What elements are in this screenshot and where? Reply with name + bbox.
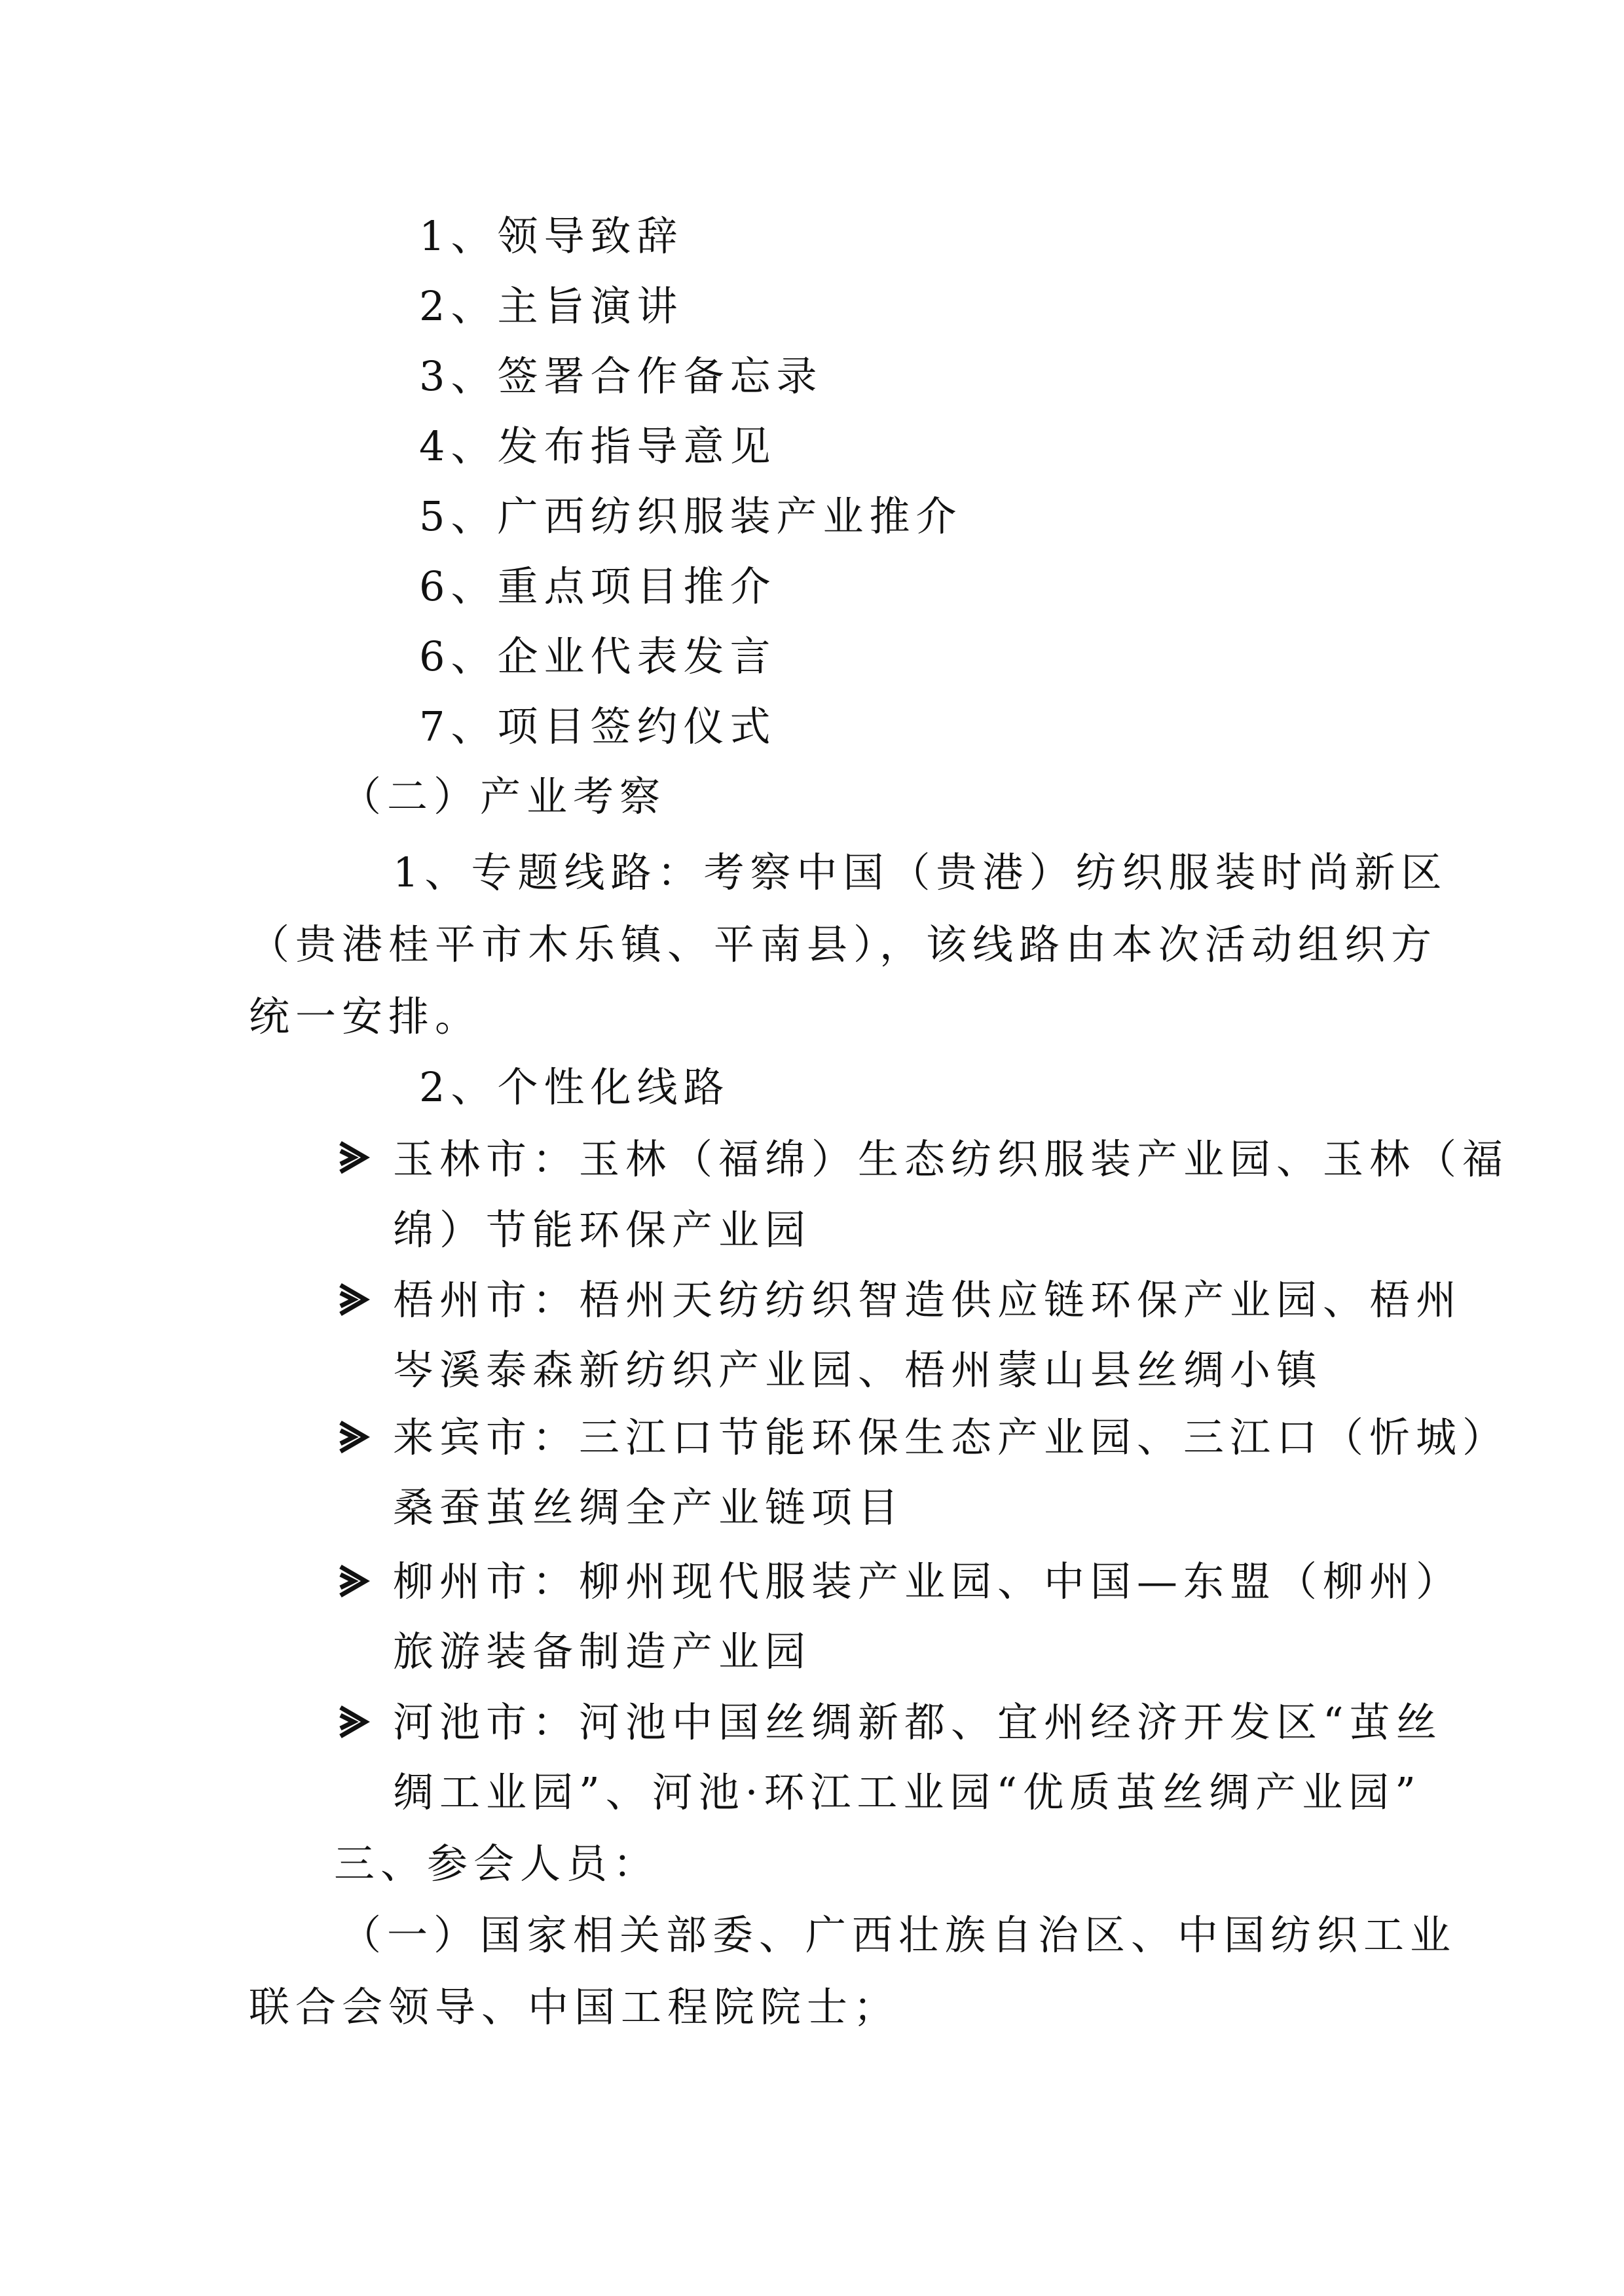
route-item: 岑溪泰森新纺织产业园、梧州蒙山县丝绸小镇 — [393, 1346, 1323, 1394]
route-item: 来宾市：三江口节能环保生态产业园、三江口（忻城） — [393, 1413, 1509, 1461]
route-item: 梧州市：梧州天纺纺织智造供应链环保产业园、梧州 — [393, 1276, 1463, 1324]
agenda-item: 1、领导致辞 — [419, 212, 684, 260]
arrow-bullet-icon — [334, 1561, 373, 1601]
route2-heading: 2、个性化线路 — [419, 1063, 730, 1111]
route-item: 柳州市：柳州现代服装产业园、中国—东盟（柳州） — [393, 1558, 1463, 1605]
agenda-item: 4、发布指导意见 — [419, 422, 777, 470]
attendees-text: 联合会领导、中国工程院院士； — [249, 1983, 900, 2031]
agenda-item: 6、企业代表发言 — [419, 632, 777, 680]
route1-text: 1、专题线路：考察中国（贵港）纺织服装时尚新区 — [393, 848, 1448, 896]
agenda-item: 7、项目签约仪式 — [419, 702, 777, 750]
agenda-item: 5、广西纺织服装产业推介 — [419, 492, 963, 540]
arrow-bullet-icon — [334, 1138, 373, 1177]
route-item: 绵）节能环保产业园 — [393, 1206, 812, 1254]
section-heading-inspection: （二）产业考察 — [341, 773, 667, 820]
agenda-item: 3、签署合作备忘录 — [419, 352, 823, 400]
route1-text: 统一安排。 — [249, 993, 482, 1040]
route-item: 绸工业园”、河池·环江工业园“优质茧丝绸产业园” — [393, 1768, 1422, 1816]
route-item: 旅游装备制造产业园 — [393, 1628, 812, 1675]
route-item: 桑蚕茧丝绸全产业链项目 — [393, 1484, 905, 1531]
arrow-bullet-icon — [334, 1702, 373, 1741]
attendees-text: （一）国家相关部委、广西壮族自治区、中国纺织工业 — [341, 1911, 1457, 1959]
arrow-bullet-icon — [334, 1280, 373, 1319]
route-item: 河池市：河池中国丝绸新都、宜州经济开发区“茧丝 — [393, 1698, 1443, 1746]
route1-text: （贵港桂平市木乐镇、平南县），该线路由本次活动组织方 — [249, 920, 1438, 968]
section-heading-attendees: 三、参会人员： — [334, 1840, 660, 1887]
route-item: 玉林市：玉林（福绵）生态纺织服装产业园、玉林（福 — [393, 1135, 1509, 1183]
agenda-item: 6、重点项目推介 — [419, 562, 777, 610]
arrow-bullet-icon — [334, 1417, 373, 1457]
agenda-item: 2、主旨演讲 — [419, 282, 684, 330]
